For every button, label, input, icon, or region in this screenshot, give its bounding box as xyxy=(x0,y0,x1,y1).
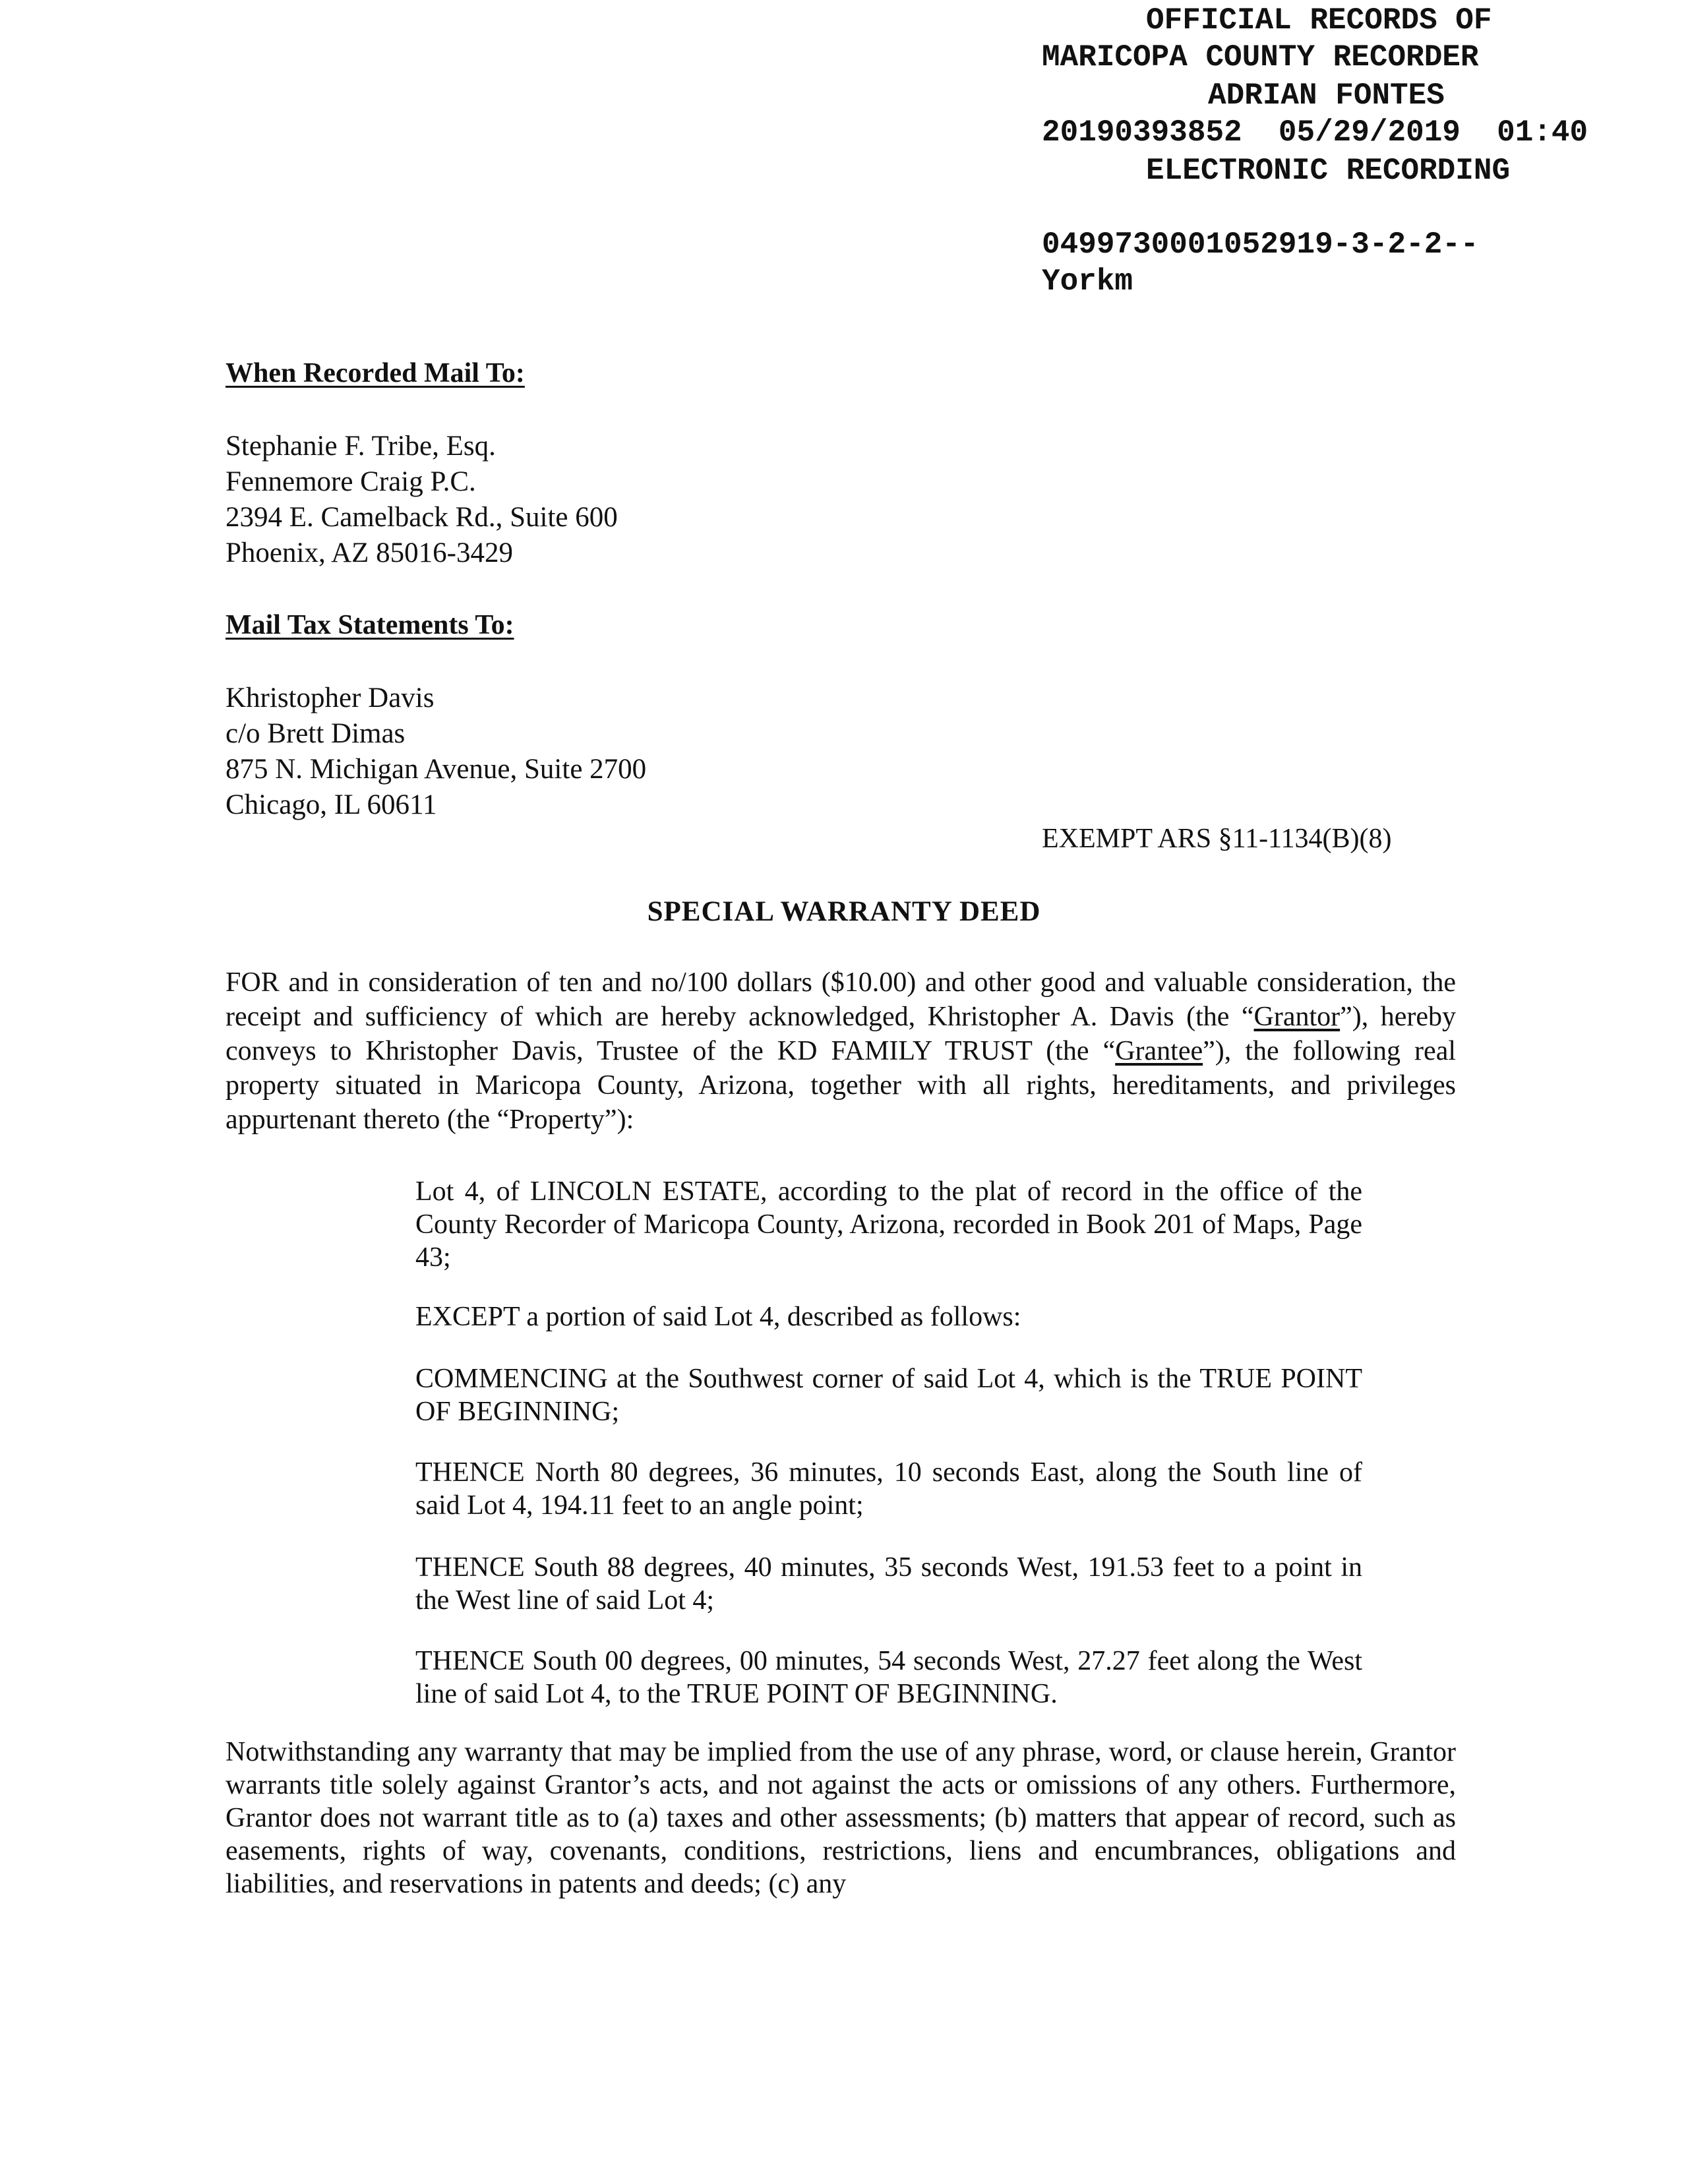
grantor-term: Grantor xyxy=(1253,1002,1341,1032)
tax-statements-heading: Mail Tax Statements To: xyxy=(226,610,514,640)
recording-stamp-line-2: MARICOPA COUNTY RECORDER xyxy=(1042,40,1479,75)
mail-to-heading: When Recorded Mail To: xyxy=(226,358,525,388)
tax-statements-address xyxy=(226,681,646,823)
legal-description-course-3: THENCE South 00 degrees, 00 minutes, 54 seconds West, 27.27 feet along the West line of said Lot 4, to the TRUE POINT OF BEGINNING. xyxy=(415,1646,1362,1709)
mail-to-address xyxy=(226,429,618,571)
mail-to-line: Stephanie F. Tribe, Esq. xyxy=(226,431,496,462)
exempt-notice: EXEMPT ARS §11-1134(B)(8) xyxy=(1042,824,1392,854)
conveyance-text-2: ”), hereby conveys to Khristopher Davis, Trustee of the KD FAMILY TRUST (the “ xyxy=(226,1002,1456,1066)
conveyance-text-1: FOR and in consideration of ten and no/100 dollars ($10.00) and other good and valuable consideration, the receipt and sufficiency of which are hereby acknowledged, Khristopher A. Davis (the “ xyxy=(226,967,1456,1032)
recording-number-date-time: 20190393852 05/29/2019 01:40 xyxy=(1042,115,1588,150)
tax-statements-line: 875 N. Michigan Avenue, Suite 2700 xyxy=(226,754,647,785)
grantee-term: Grantee xyxy=(1115,1036,1203,1066)
recording-id: 0499730001052919-3-2-2-- xyxy=(1042,228,1479,262)
tax-statements-line: Khristopher Davis xyxy=(226,682,435,713)
legal-description-except: EXCEPT a portion of said Lot 4, described as follows: xyxy=(415,1302,1021,1332)
mail-to-line: Fennemore Craig P.C. xyxy=(226,466,476,497)
legal-description-course-2: THENCE South 88 degrees, 40 minutes, 35 seconds West, 191.53 feet to a point in the West line of said Lot 4; xyxy=(415,1552,1362,1616)
recording-stamp-line-3: ADRIAN FONTES xyxy=(1208,78,1445,113)
conveyance-paragraph xyxy=(226,965,1456,1137)
conveyance-text-3: ”), the following real property situated in Maricopa County, Arizona, together with all rights, hereditaments, and privileges appurtenant thereto (the “Property”): xyxy=(226,1036,1456,1135)
recording-stamp-line-1: OFFICIAL RECORDS OF xyxy=(1146,3,1492,38)
legal-description-lot: Lot 4, of LINCOLN ESTATE, according to the plat of record in the office of the County Recorder of Maricopa County, Arizona, recorded in Book 201 of Maps, Page 43; xyxy=(415,1176,1362,1273)
warranty-limitation-paragraph: Notwithstanding any warranty that may be implied from the use of any phrase, word, or clause herein, Grantor warrants title solely against Grantor’s acts, and not against the acts or omissions of any others. Furthermore, Grantor does not warrant title as to (a) taxes and other assessments; (b) matters that appear of record, such as easements, rights of way, covenants, conditions, restrictions, liens and encumbrances, obligations and liabilities, and reservations in patents and deeds; (c) any xyxy=(226,1737,1456,1899)
document-title: SPECIAL WARRANTY DEED xyxy=(647,896,1041,927)
legal-description-commencing: COMMENCING at the Southwest corner of said Lot 4, which is the TRUE POINT OF BEGINNING; xyxy=(415,1364,1362,1427)
mail-to-line: 2394 E. Camelback Rd., Suite 600 xyxy=(226,502,618,533)
legal-description-course-1: THENCE North 80 degrees, 36 minutes, 10 seconds East, along the South line of said Lot 4, 194.11 feet to an angle point; xyxy=(415,1457,1362,1521)
mail-to-line: Phoenix, AZ 85016-3429 xyxy=(226,537,513,568)
tax-statements-line: Chicago, IL 60611 xyxy=(226,789,437,820)
tax-statements-line: c/o Brett Dimas xyxy=(226,718,406,749)
recording-clerk: Yorkm xyxy=(1042,264,1133,299)
recording-stamp-line-5: ELECTRONIC RECORDING xyxy=(1146,154,1511,188)
